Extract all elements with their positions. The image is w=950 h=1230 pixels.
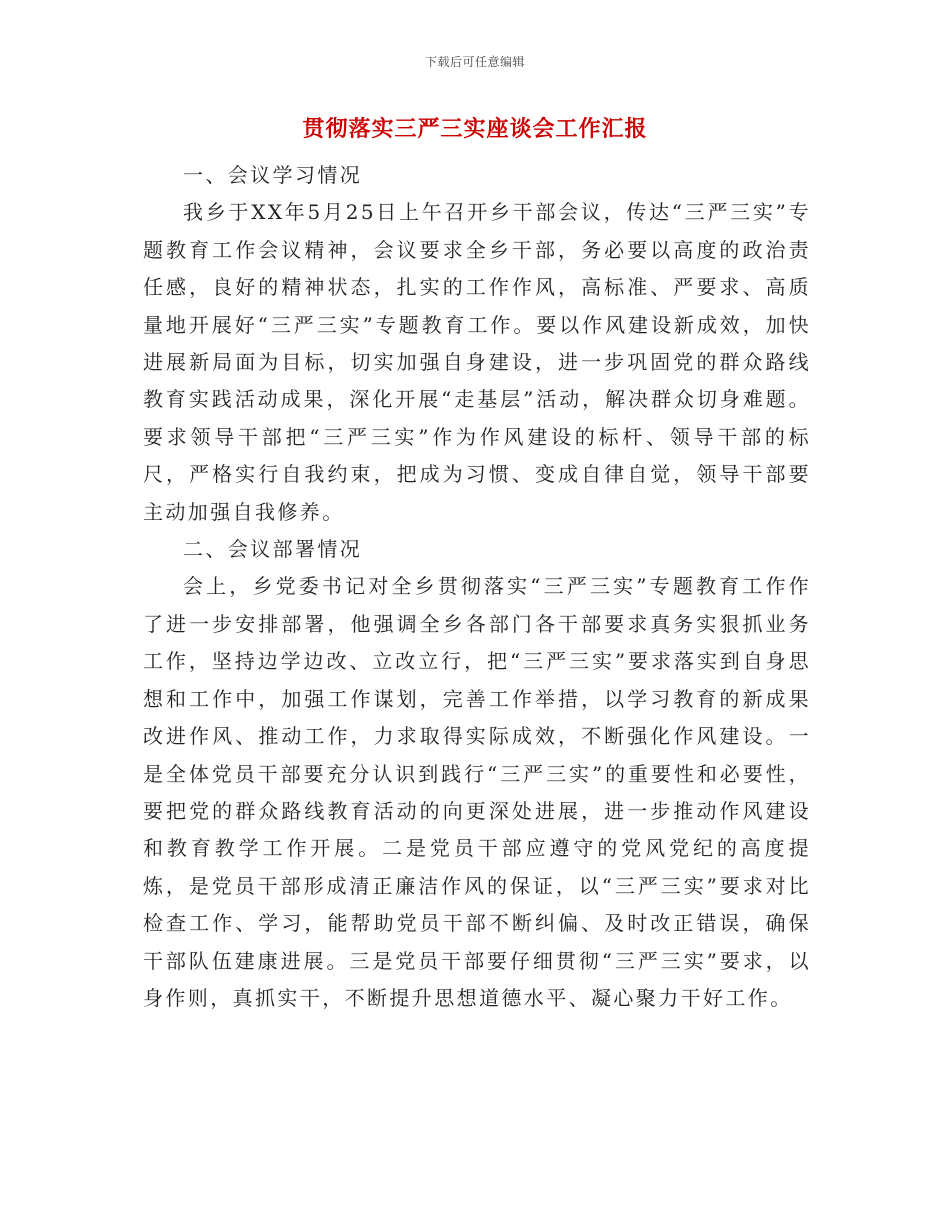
section-paragraph-1: 我乡于XX年5月25日上午召开乡干部会议，传达“三严三实”专题教育工作会议精神，会议要求全乡干部，务必要以高度的政治责任感，良好的精神状态，扎实的工作作风，高标准、严要求、高质量地开展好“三严三实”专题教育工作。要以作风建设新成效，加快进展新局面为目标，切实加强自身建设，进一步巩固党的群众路线教育实践活动成果，深化开展“走基层”活动，解决群众切身难题。要求领导干部把“三严三实”作为作风建设的标杆、领导干部的标尺，严格实行自我约束，把成为习惯、变成自律自觉，领导干部要主动加强自我修养。 bbox=[143, 200, 811, 524]
section-paragraph-2: 会上，乡党委书记对全乡贯彻落实“三严三实”专题教育工作作了进一步安排部署，他强调全乡各部门各干部要求真务实狠抓业务工作，坚持边学边改、立改立行，把“三严三实”要求落实到自身思想和工作中，加强工作谋划，完善工作举措，以学习教育的新成果改进作风、推动工作，力求取得实际成效，不断强化作风建设。一是全体党员干部要充分认识到践行“三严三实”的重要性和必要性，要把党的群众路线教育活动的向更深处进展，进一步推动作风建设和教育教学工作开展。二是党员干部应遵守的党风党纪的高度提炼，是党员干部形成清正廉洁作风的保证，以“三严三实”要求对比检查工作、学习，能帮助党员干部不断纠偏、及时改正错误，确保干部队伍建康进展。三是党员干部要仔细贯彻“三严三实”要求，以身作则，真抓实干，不断提升思想道德水平、凝心聚力干好工作。 bbox=[143, 574, 811, 1010]
document-body bbox=[143, 157, 811, 1017]
section-heading-1: 一、会议学习情况 bbox=[183, 163, 363, 187]
document-title: 贯彻落实三严三实座谈会工作汇报 bbox=[302, 116, 648, 142]
section-heading-2: 二、会议部署情况 bbox=[183, 537, 363, 562]
header-note: 下载后可任意编辑 bbox=[424, 55, 525, 69]
